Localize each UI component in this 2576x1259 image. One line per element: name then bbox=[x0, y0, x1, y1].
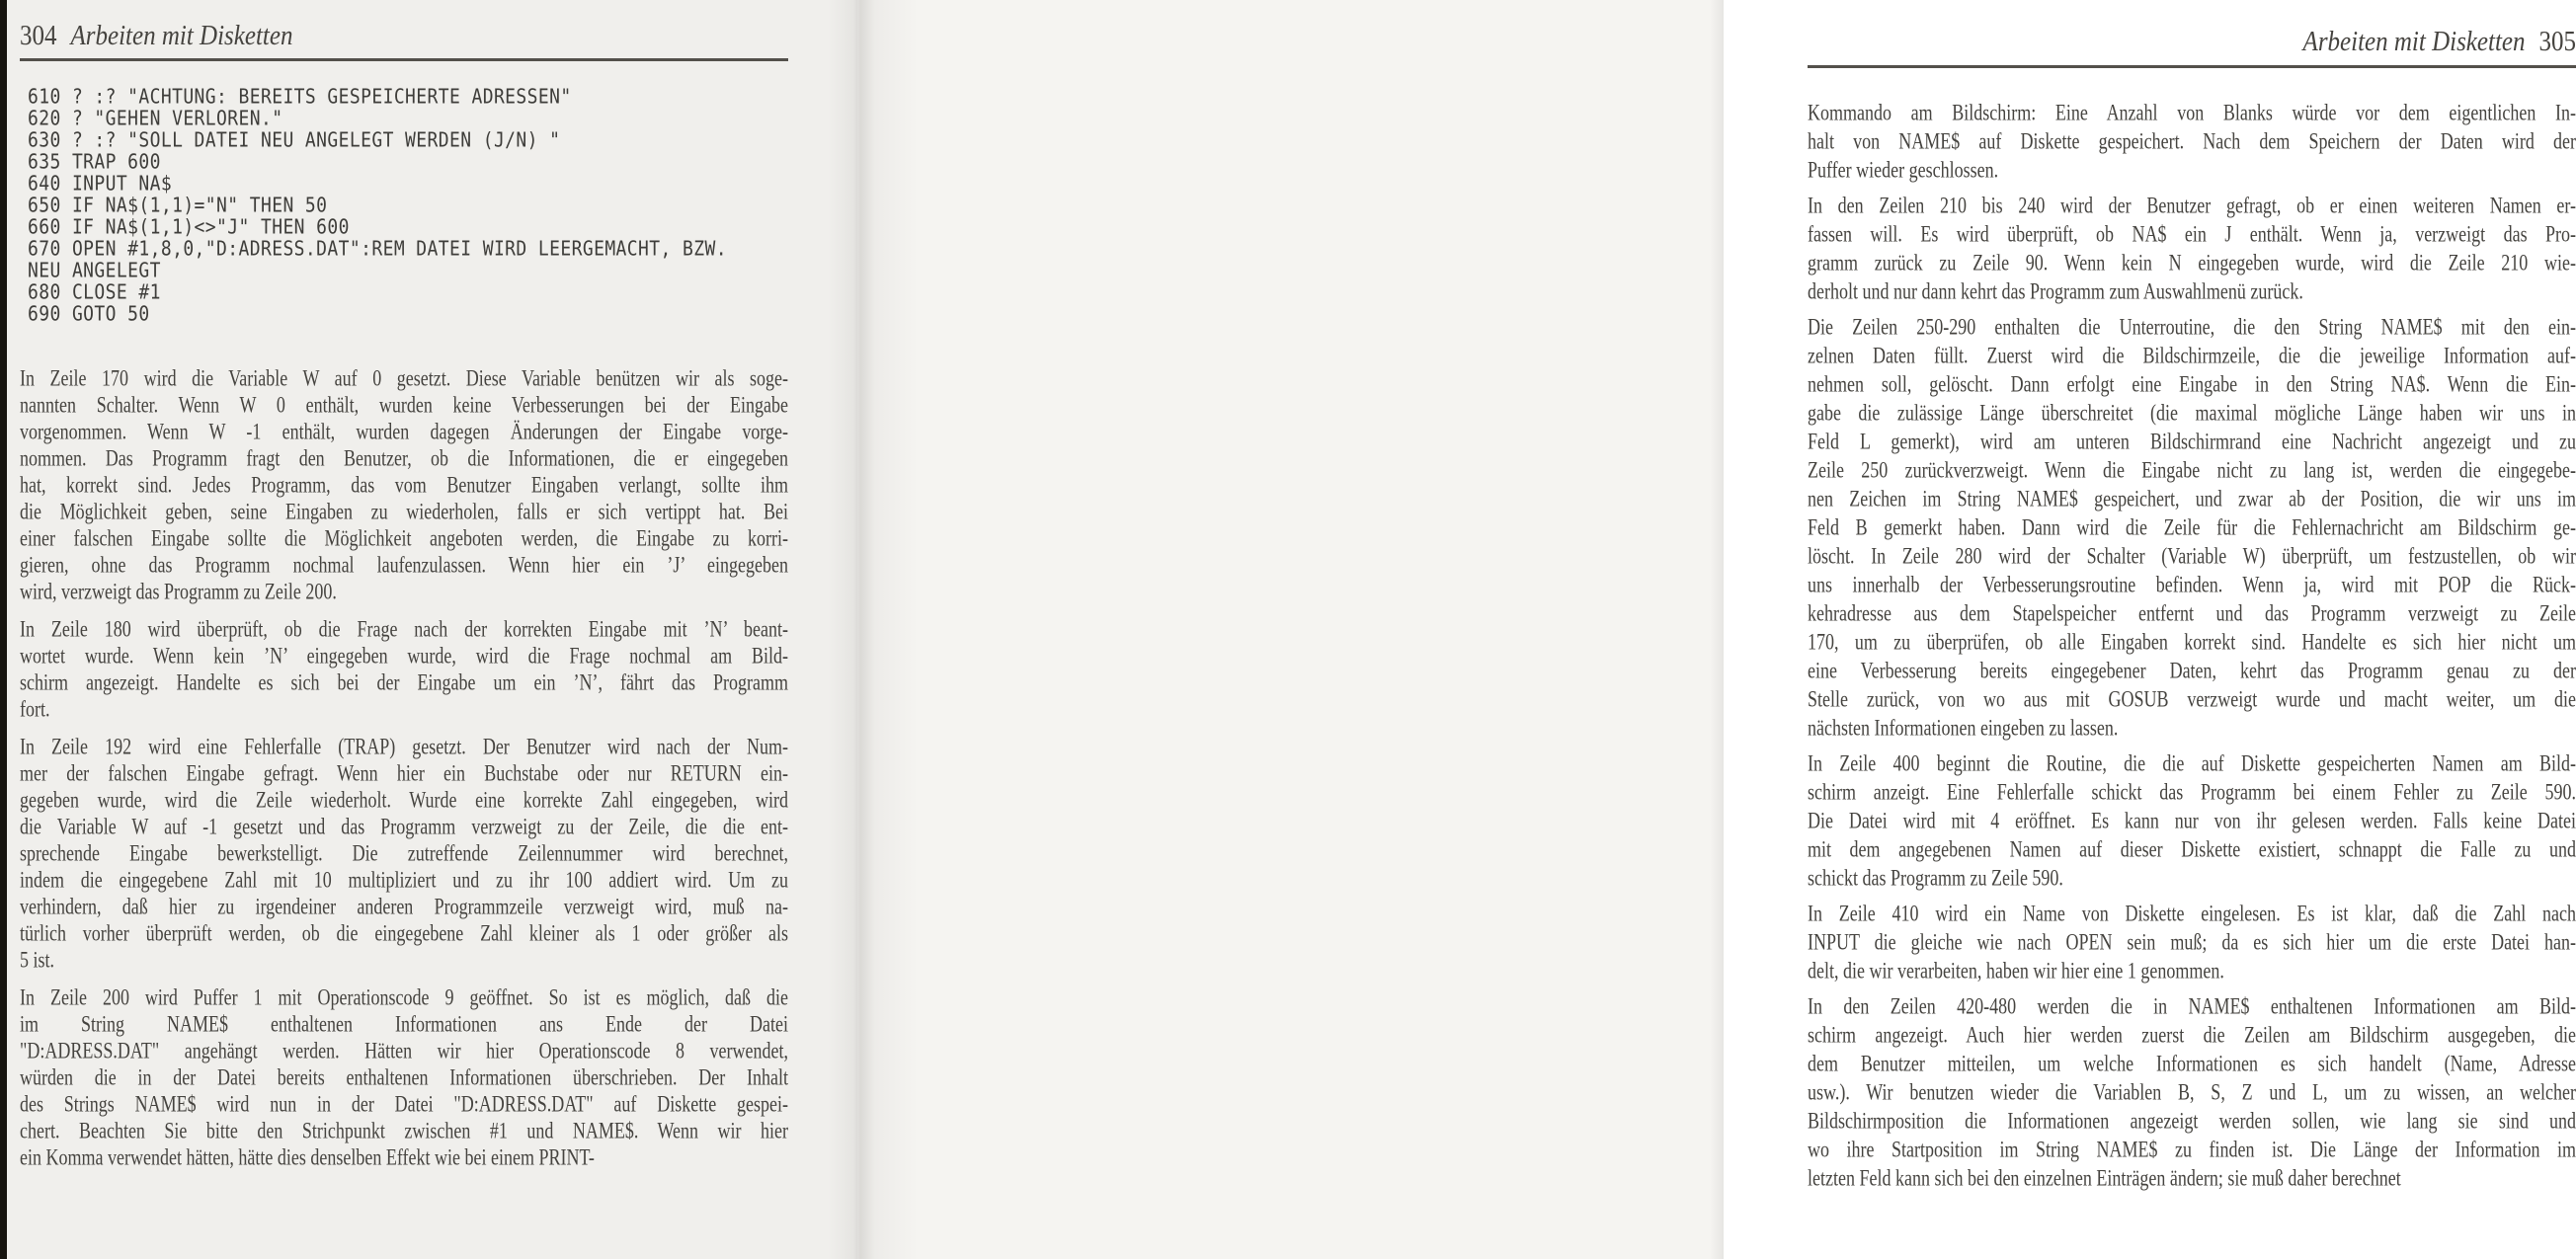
text-line: Puffer wieder geschlossen. bbox=[1808, 157, 1999, 183]
text-line: wird, verzweigt das Programm zu Zeile 200. bbox=[20, 579, 337, 604]
paragraph-zeile-410 bbox=[1808, 900, 2576, 985]
text-line: schirm anzeigt. Eine Fehlerfalle schickt das Programm bei einem Fehler zu Zeile 590. bbox=[1808, 779, 2576, 805]
text-line: würden die in der Datei bereits enthaltenen Informationen überschrieben. Der Inhalt bbox=[20, 1064, 788, 1090]
page-number-right: 305 bbox=[2538, 27, 2576, 57]
header-rule-left bbox=[20, 58, 788, 61]
right-page bbox=[857, 0, 2576, 1259]
text-line: gegeben wurde, wird die Zeile wiederholt. Wurde eine korrekte Zahl eingegeben, wird bbox=[20, 787, 788, 813]
text-line: des Strings NAME$ wird nun in der Datei "D:ADRESS.DAT" auf Diskette gespei- bbox=[20, 1091, 788, 1117]
text-line: türlich vorher überprüft werden, ob die eingegebene Zahl kleiner als 1 oder größer als bbox=[20, 920, 788, 946]
text-line: zelnen Daten füllt. Zuerst wird die Bildschirmzeile, die die jeweilige Information auf- bbox=[1808, 343, 2576, 368]
text-line: wortet wurde. Wenn kein ’N’ eingegeben wurde, wird die Frage nochmal am Bild- bbox=[20, 643, 788, 669]
text-line: In Zeile 200 wird Puffer 1 mit Operationscode 9 geöffnet. So ist es möglich, daß die bbox=[20, 984, 788, 1010]
text-line: kehradresse aus dem Stapelspeicher entfernt und das Programm verzweigt zu Zeile bbox=[1808, 600, 2576, 626]
right-page-header bbox=[1808, 27, 2576, 57]
text-line: Feld B gemerkt haben. Dann wird die Zeile für die Fehlernachricht am Bildschirm ge- bbox=[1808, 514, 2576, 540]
text-line: die Variable W auf -1 gesetzt und das Programm verzweigt zu der Zeile, die die ent- bbox=[20, 814, 788, 839]
text-line: nommen. Das Programm fragt den Benutzer, ob die Informationen, die er eingegeben bbox=[20, 445, 788, 471]
text-line: löscht. In Zeile 280 wird der Schalter (Variable W) überprüft, um festzustellen, ob wir bbox=[1808, 543, 2576, 569]
text-line: einer falschen Eingabe sollte die Möglichkeit angeboten werden, die Eingabe zu korri- bbox=[20, 525, 788, 551]
text-line: In den Zeilen 420-480 werden die in NAME$ enthaltenen Informationen am Bild- bbox=[1808, 993, 2576, 1019]
left-page-body bbox=[20, 365, 788, 1171]
paragraph-zeile-200 bbox=[20, 984, 788, 1171]
text-line: 650 IF NA$(1,1)="N" THEN 50 bbox=[28, 194, 328, 218]
text-line: Kommando am Bildschirm: Eine Anzahl von Blanks würde vor dem eigentlichen In- bbox=[1808, 100, 2576, 125]
page-edge-strip bbox=[0, 0, 7, 1259]
text-line: Feld L gemerkt), wird am unteren Bildschirmrand eine Nachricht angezeigt und zu bbox=[1808, 429, 2576, 454]
text-line: gramm zurück zu Zeile 90. Wenn kein N eingegeben wurde, wird die Zeile 210 wie- bbox=[1808, 250, 2576, 275]
text-line: fassen will. Es wird überprüft, ob NA$ ein J enthält. Wenn ja, verzweigt das Pro- bbox=[1808, 221, 2576, 247]
text-line: uns innerhalb der Verbesserungsroutine befinden. Wenn ja, wird mit POP die Rück- bbox=[1808, 572, 2576, 597]
text-line: Zeile 250 zurückverzweigt. Wenn die Eingabe nicht zu lang ist, werden die eingegebe- bbox=[1808, 457, 2576, 483]
text-line: In Zeile 170 wird die Variable W auf 0 gesetzt. Diese Variable benützen wir als soge- bbox=[20, 365, 788, 391]
text-line: eine Verbesserung bereits eingegebener Daten, kehrt das Programm genau zu der bbox=[1808, 658, 2576, 683]
text-line: In Zeile 400 beginnt die Routine, die die auf Diskette gespeicherten Namen am Bild- bbox=[1808, 750, 2576, 776]
text-line: die Möglichkeit geben, seine Eingaben zu wiederholen, falls er sich vertippt hat. Bei bbox=[20, 499, 788, 524]
paragraph-zeile-180 bbox=[20, 616, 788, 723]
text-line: verhindern, daß hier zu irgendeiner anderen Programmzeile verzweigt wird, muß na- bbox=[20, 894, 788, 919]
text-line: 620 ? "GEHEN VERLOREN." bbox=[28, 107, 283, 131]
text-line: mit dem angegebenen Namen auf dieser Diskette existiert, schnappt die Falle zu und bbox=[1808, 836, 2576, 862]
text-line: "D:ADRESS.DAT" angehängt werden. Hätten wir hier Operationscode 8 verwendet, bbox=[20, 1038, 788, 1063]
header-rule-right bbox=[1808, 65, 2576, 68]
text-line: In Zeile 180 wird überprüft, ob die Frage nach der korrekten Eingabe mit ’N’ beant- bbox=[20, 616, 788, 642]
text-line: Stelle zurück, von wo aus mit GOSUB verzweigt wurde und macht weiter, um die bbox=[1808, 686, 2576, 712]
text-line: nächsten Informationen eingeben zu lassen. bbox=[1808, 715, 2119, 741]
text-line: schirm angezeigt. Auch hier werden zuerst die Zeilen am Bildschirm ausgegeben, die bbox=[1808, 1022, 2576, 1048]
paragraph-zeile-192 bbox=[20, 734, 788, 974]
paragraph-zeilen-250-290 bbox=[1808, 313, 2576, 743]
text-line: nen Zeichen im String NAME$ gespeichert, und zwar ab der Position, die wir uns im bbox=[1808, 486, 2576, 511]
text-line: nehmen soll, gelöscht. Dann erfolgt eine Eingabe in den String NA$. Wenn die Ein- bbox=[1808, 371, 2576, 397]
text-line: ein Komma verwendet hätten, hätte dies denselben Effekt wie bei einem PRINT- bbox=[20, 1144, 595, 1170]
text-line: NEU ANGELEGT bbox=[28, 259, 161, 283]
text-line: usw.). Wir benutzen wieder die Variablen B, S, Z und L, um zu wissen, an welcher bbox=[1808, 1079, 2576, 1105]
paragraph-kommando bbox=[1808, 99, 2576, 185]
text-line: Die Datei wird mit 4 eröffnet. Es kann nur von ihr gelesen werden. Falls keine Datei bbox=[1808, 808, 2576, 833]
text-line: In Zeile 192 wird eine Fehlerfalle (TRAP) gesetzt. Der Benutzer wird nach der Num- bbox=[20, 734, 788, 759]
paragraph-zeile-170 bbox=[20, 365, 788, 605]
text-line: 690 GOTO 50 bbox=[28, 302, 150, 327]
text-line: 170, um zu überprüfen, ob alle Eingaben korrekt sind. Handelte es sich hier nicht um bbox=[1808, 629, 2576, 655]
text-line: hat, korrekt sind. Jedes Programm, das vom Benutzer Eingaben verlangt, sollte ihm bbox=[20, 472, 788, 498]
text-line: chert. Beachten Sie bitte den Strichpunkt zwischen #1 und NAME$. Wenn wir hier bbox=[20, 1118, 788, 1143]
text-line: In Zeile 410 wird ein Name von Diskette eingelesen. Es ist klar, daß die Zahl nach bbox=[1808, 901, 2576, 926]
text-line: dem Benutzer mitteilen, um welche Informationen es sich handelt (Name, Adresse bbox=[1808, 1051, 2576, 1076]
paragraph-zeile-400 bbox=[1808, 749, 2576, 893]
left-page bbox=[7, 0, 857, 1259]
text-line: 640 INPUT NA$ bbox=[28, 172, 173, 197]
text-line: INPUT die gleiche wie nach OPEN sein muß; da es sich hier um die erste Datei han- bbox=[1808, 929, 2576, 955]
text-line: In den Zeilen 210 bis 240 wird der Benutzer gefragt, ob er einen weiteren Namen er- bbox=[1808, 193, 2576, 218]
text-line: 5 ist. bbox=[20, 947, 55, 973]
left-page-header bbox=[20, 21, 788, 51]
text-line: 660 IF NA$(1,1)<>"J" THEN 600 bbox=[28, 215, 350, 240]
text-line: delt, die wir verarbeiten, haben wir hier eine 1 genommen. bbox=[1808, 958, 2224, 984]
text-line: fort. bbox=[20, 696, 50, 722]
text-line: 635 TRAP 600 bbox=[28, 150, 161, 175]
text-line: 630 ? :? "SOLL DATEI NEU ANGELEGT WERDEN (J/N) " bbox=[28, 128, 561, 153]
text-line: halt von NAME$ auf Diskette gespeichert. Nach dem Speichern der Daten wird der bbox=[1808, 128, 2576, 154]
text-line: im String NAME$ enthaltenen Informationen ans Ende der Datei bbox=[20, 1011, 788, 1037]
text-line: wo ihre Startposition im String NAME$ zu finden ist. Die Länge der Information im bbox=[1808, 1137, 2576, 1162]
text-line: vorgenommen. Wenn W -1 enthält, wurden dagegen Änderungen der Eingabe vorge- bbox=[20, 419, 788, 444]
text-line: 670 OPEN #1,8,0,"D:ADRESS.DAT":REM DATEI WIRD LEERGEMACHT, BZW. bbox=[28, 237, 727, 262]
page-number-left: 304 bbox=[20, 21, 57, 51]
paragraph-zeilen-420-480 bbox=[1808, 992, 2576, 1193]
text-line: 680 CLOSE #1 bbox=[28, 280, 161, 305]
text-line: 610 ? :? "ACHTUNG: BEREITS GESPEICHERTE ADRESSEN" bbox=[28, 85, 572, 110]
right-page-body bbox=[1808, 99, 2576, 1193]
text-line: nannten Schalter. Wenn W 0 enthält, wurden keine Verbesserungen bei der Eingabe bbox=[20, 392, 788, 418]
text-line: indem die eingegebene Zahl mit 10 multipliziert und zu ihr 100 addiert wird. Um zu bbox=[20, 867, 788, 893]
paragraph-zeilen-210-240 bbox=[1808, 192, 2576, 306]
text-line: derholt und nur dann kehrt das Programm zum Auswahlmenü zurück. bbox=[1808, 278, 2303, 304]
text-line: schirm angezeigt. Handelte es sich bei der Eingabe um ein ’N’, fährt das Programm bbox=[20, 669, 788, 695]
text-line: gabe die zulässige Länge überschreitet (die maximal mögliche Länge haben wir uns in bbox=[1808, 400, 2576, 426]
running-title-left: Arbeiten mit Disketten bbox=[70, 21, 293, 51]
text-line: schickt das Programm zu Zeile 590. bbox=[1808, 865, 2063, 891]
text-line: gieren, ohne das Programm nochmal laufenzulassen. Wenn hier ein ’J’ eingegeben bbox=[20, 552, 788, 578]
text-line: mer der falschen Eingabe gefragt. Wenn hier ein Buchstabe oder nur RETURN ein- bbox=[20, 760, 788, 786]
basic-code-listing bbox=[28, 87, 788, 326]
text-line: sprechende Eingabe bewerkstelligt. Die zutreffende Zeilennummer wird berechnet, bbox=[20, 840, 788, 866]
text-line: Die Zeilen 250-290 enthalten die Unterroutine, die den String NAME$ mit den ein- bbox=[1808, 314, 2576, 340]
running-title-right: Arbeiten mit Disketten bbox=[2302, 27, 2526, 57]
text-line: letzten Feld kann sich bei den einzelnen Einträgen ändern; sie muß daher berechnet bbox=[1808, 1165, 2401, 1191]
text-line: Bildschirmposition die Informationen angezeigt werden sollen, wie lang sie sind und bbox=[1808, 1108, 2576, 1134]
